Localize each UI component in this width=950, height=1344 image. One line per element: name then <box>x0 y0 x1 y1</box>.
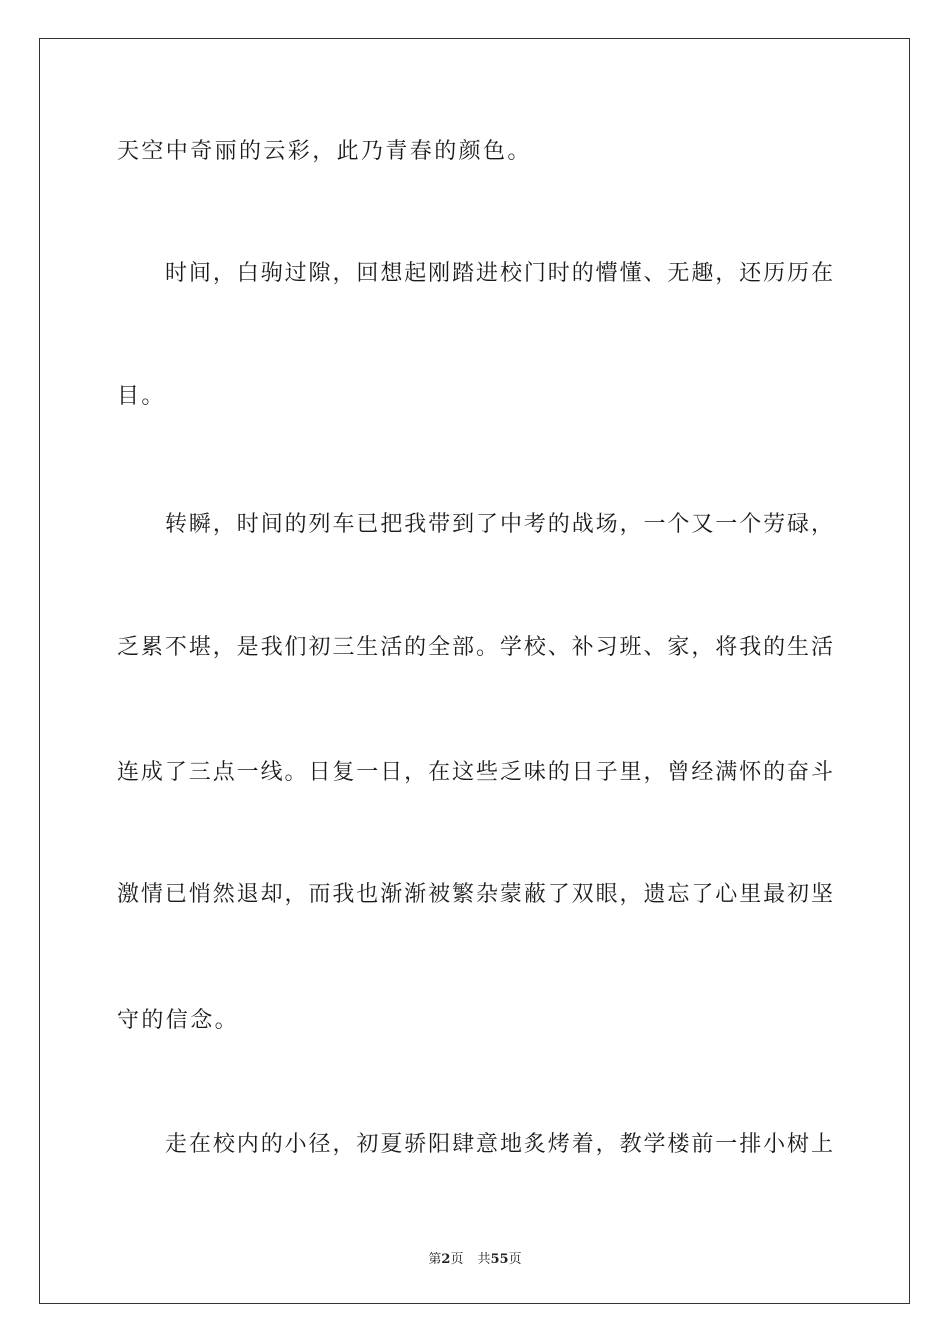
page-footer <box>0 1248 950 1267</box>
text-line-7: 激情已悄然退却，而我也渐渐被繁杂蒙蔽了双眼，遗忘了心里最初坚 <box>117 882 833 907</box>
text-line-8: 守的信念。 <box>117 1008 240 1033</box>
text-line-4: 转瞬，时间的列车已把我带到了中考的战场，一个又一个劳碌， <box>165 512 833 537</box>
footer-total-suffix: 页 <box>508 1252 522 1267</box>
text-line-9: 走在校内的小径，初夏骄阳肆意地炙烤着，教学楼前一排小树上 <box>165 1132 833 1157</box>
text-line-2: 时间，白驹过隙，回想起刚踏进校门时的懵懂、无趣，还历历在 <box>165 261 833 286</box>
text-line-3: 目。 <box>117 384 166 409</box>
footer-total-prefix: 共 <box>477 1252 491 1267</box>
text-line-6: 连成了三点一线。日复一日，在这些乏味的日子里，曾经满怀的奋斗 <box>117 760 833 785</box>
text-line-1: 天空中奇丽的云彩，此乃青春的颜色。 <box>117 139 532 164</box>
footer-total-pages: 55 <box>490 1252 509 1267</box>
footer-page-prefix: 第 <box>428 1252 442 1267</box>
footer-page-suffix: 页 <box>450 1252 464 1267</box>
footer-page-number: 2 <box>441 1252 451 1267</box>
page-border <box>39 38 910 1304</box>
text-line-5: 乏累不堪，是我们初三生活的全部。学校、补习班、家，将我的生活 <box>117 635 833 660</box>
